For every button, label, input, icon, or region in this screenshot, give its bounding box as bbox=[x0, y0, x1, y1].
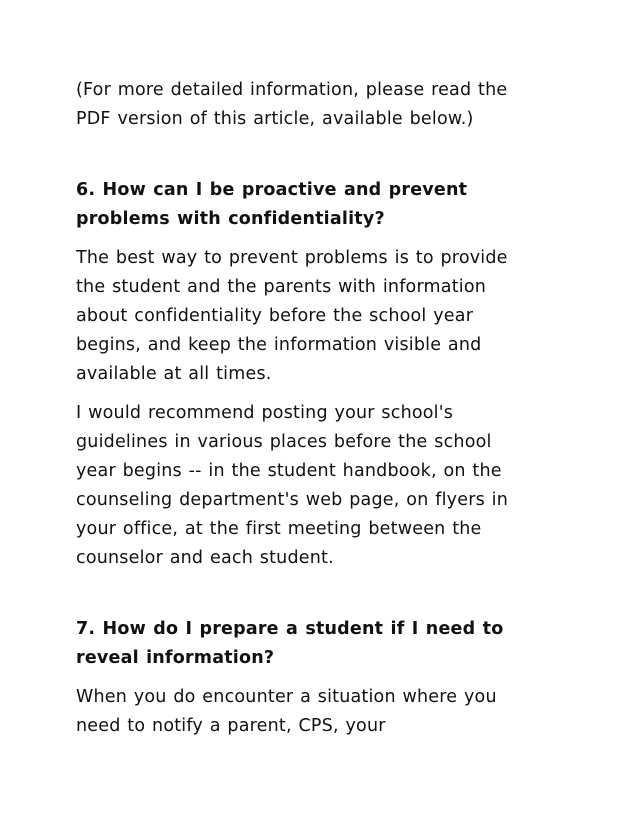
question-6-heading: 6. How can I be proactive and prevent problems with confidentiality? bbox=[76, 180, 468, 229]
question-7-heading: 7. How do I prepare a student if I need to reveal information? bbox=[76, 619, 504, 668]
question-6-answer-paragraph-2: I would recommend posting your school's guidelines in various places before the school year begins -- in the student handbook, on the counseling department's web page, on flyers in your office, at the first meeting between the counselor and each student. bbox=[76, 403, 509, 568]
intro-paragraph: (For more detailed information, please read the PDF version of this article, available below.) bbox=[76, 80, 508, 129]
question-7-answer-paragraph-1: When you do encounter a situation where you need to notify a parent, CPS, your bbox=[76, 687, 497, 736]
question-6-answer-paragraph-1: The best way to prevent problems is to provide the student and the parents with information about confidentiality before the school year begins, and keep the information visible and available at all times. bbox=[76, 248, 508, 384]
document-page bbox=[76, 76, 586, 741]
